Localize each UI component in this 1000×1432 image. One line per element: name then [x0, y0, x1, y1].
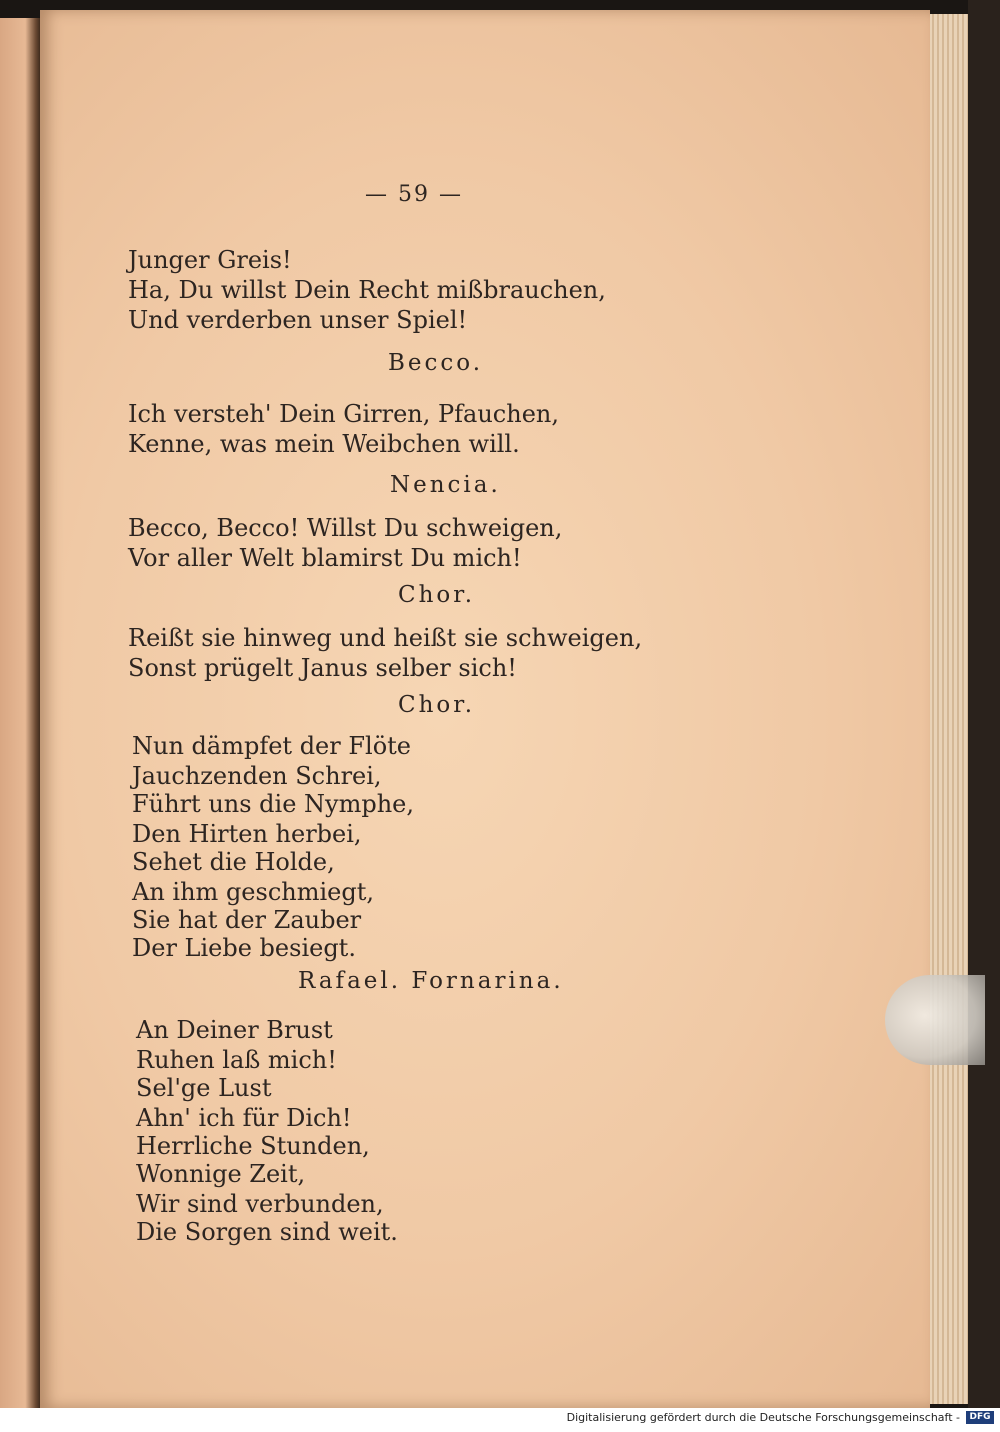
text-line: Kenne, was mein Weibchen will.: [128, 430, 520, 458]
dfg-logo: DFG: [966, 1411, 994, 1424]
text-line: Sonst prügelt Janus selber sich!: [128, 654, 517, 682]
text-line: Den Hirten herbei,: [132, 820, 362, 848]
text-line: Sel'ge Lust: [136, 1074, 272, 1102]
text-line: Der Liebe besiegt.: [132, 934, 356, 962]
text-line: Ha, Du willst Dein Recht mißbrauchen,: [128, 276, 606, 304]
thumb-shadow: [885, 975, 985, 1065]
text-line: Junger Greis!: [128, 246, 292, 274]
text-line: Ahn' ich für Dich!: [136, 1104, 352, 1132]
text-line: Jauchzenden Schrei,: [132, 762, 382, 790]
page-content: [40, 10, 930, 1408]
facing-page-edge: [0, 18, 42, 1408]
text-line: Und verderben unser Spiel!: [128, 306, 468, 334]
speaker-name: Becco.: [388, 350, 484, 376]
digitization-credit: Digitalisierung gefördert durch die Deutsche Forschungsgemeinschaft -: [566, 1411, 960, 1424]
speaker-name: Rafael. Fornarina.: [298, 968, 564, 994]
text-line: Wonnige Zeit,: [136, 1160, 306, 1188]
text-line: Sehet die Holde,: [132, 848, 335, 876]
text-line: Reißt sie hinweg und heißt sie schweigen,: [128, 624, 643, 652]
speaker-name: Nencia.: [390, 472, 501, 498]
text-line: Die Sorgen sind weit.: [136, 1218, 398, 1246]
text-line: Ich versteh' Dein Girren, Pfauchen,: [128, 400, 559, 428]
text-line: An ihm geschmiegt,: [132, 878, 374, 906]
text-line: Vor aller Welt blamirst Du mich!: [128, 544, 522, 572]
speaker-name: Chor.: [398, 582, 476, 608]
text-line: An Deiner Brust: [136, 1016, 333, 1044]
page-number: — 59 —: [365, 182, 463, 207]
text-line: Becco, Becco! Willst Du schweigen,: [128, 514, 563, 542]
text-line: Nun dämpfet der Flöte: [132, 732, 411, 760]
book-page: [40, 10, 930, 1408]
text-line: Herrliche Stunden,: [136, 1132, 370, 1160]
background-right: [968, 0, 1000, 1410]
speaker-name: Chor.: [398, 692, 476, 718]
text-line: Führt uns die Nymphe,: [132, 790, 415, 818]
text-line: Ruhen laß mich!: [136, 1046, 337, 1074]
text-line: Wir sind verbunden,: [136, 1190, 384, 1218]
text-line: Sie hat der Zauber: [132, 906, 362, 934]
